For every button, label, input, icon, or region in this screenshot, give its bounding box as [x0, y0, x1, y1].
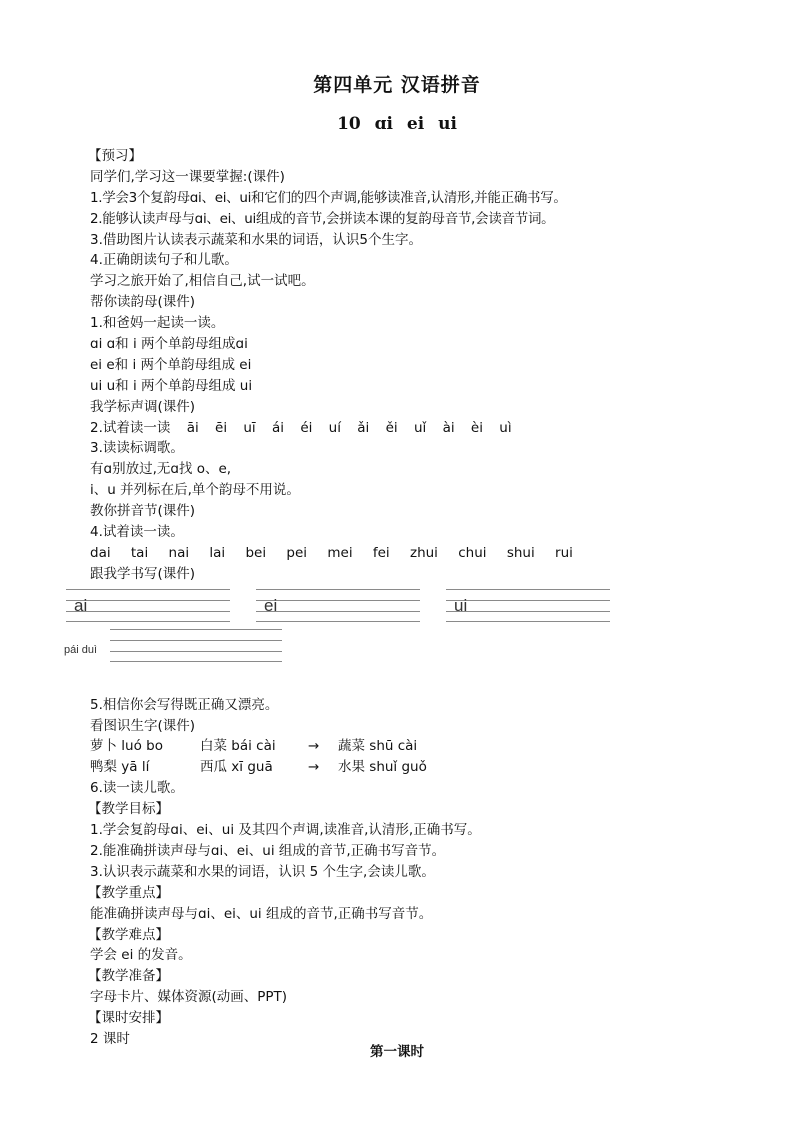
spelling-syllable-row [90, 543, 730, 564]
key-points-heading: 【教学重点】 [88, 884, 169, 901]
preparation-heading: 【教学准备】 [88, 968, 169, 985]
objective-item: 1.学会复韵母ɑi、ei、ui 及其四个声调,读准音,认清形,正确书写。 [90, 822, 481, 839]
tones-practice-row [90, 418, 730, 439]
arrow-icon: → [308, 759, 320, 776]
tone-syllable: uǐ [413, 419, 427, 436]
finals-line: ɑi ɑ和 i 两个单韵母组成ɑi [90, 336, 248, 353]
writing-practice-area [64, 585, 730, 695]
preview-goal: 2.能够认读声母与ɑi、ei、ui组成的音节,会拼读本课的复韵母音节,会读音节词。 [90, 210, 555, 227]
lesson-subtitle: 10 ɑi ei ui [337, 114, 457, 134]
spelling-syllable: shui [506, 544, 535, 561]
writing-letter: ui [454, 595, 468, 615]
vocab-word: 白菜 bái cài [200, 738, 276, 755]
finals-line: ui u和 i 两个单韵母组成 ui [90, 377, 253, 394]
vocab-word: 蔬菜 shū cài [338, 738, 418, 755]
vocab-step: 6.读一读儿歌。 [90, 780, 184, 797]
tone-syllable: uī [243, 419, 256, 436]
spelling-syllable: tai [130, 544, 149, 561]
writing-word-label: pái duì [64, 643, 98, 656]
objective-item: 3.认识表示蔬菜和水果的词语，认识 5 个生字,会读儿歌。 [90, 863, 435, 880]
finals-step: 1.和爸妈一起读一读。 [90, 315, 225, 332]
difficulty-text: 学会 ei 的发音。 [90, 947, 192, 964]
tone-syllable: èi [470, 419, 483, 436]
vocab-row-fruits [90, 757, 730, 778]
preview-goal: 4.正确朗读句子和儿歌。 [90, 252, 238, 269]
tone-syllable: uí [328, 419, 341, 436]
tone-syllable: uì [499, 419, 512, 436]
vocab-row-vegetables [90, 736, 730, 757]
spelling-syllable: zhui [409, 544, 438, 561]
lesson-body [64, 146, 730, 1050]
writing-block-ui [446, 589, 610, 625]
spelling-syllable: lai [209, 544, 226, 561]
spelling-syllable: mei [327, 544, 353, 561]
vocab-heading: 看图识生字(课件) [90, 717, 196, 734]
vocab-word: 萝卜 luó bo [90, 738, 163, 755]
vocab-word: 水果 shuǐ guǒ [338, 759, 427, 776]
schedule-heading: 【课时安排】 [88, 1010, 169, 1027]
tone-syllable: ěi [385, 419, 398, 436]
vocab-word: 鸭梨 yā lí [90, 759, 150, 776]
preparation-text: 字母卡片、媒体资源(动画、PPT) [90, 989, 288, 1006]
tone-song-label: 3.读读标调歌。 [90, 440, 184, 457]
writing-block-ei [256, 589, 420, 625]
preview-heading: 【预习】 [88, 148, 142, 164]
preview-goal: 3.借助图片认读表示蔬菜和水果的词语，认识5个生字。 [90, 231, 422, 248]
spelling-step: 4.试着读一读。 [90, 524, 184, 541]
tone-syllable: āi [186, 419, 199, 436]
tones-heading: 我学标声调(课件) [90, 398, 196, 415]
spelling-syllable: fei [372, 544, 390, 561]
spelling-syllable: pei [286, 544, 308, 561]
spelling-syllable: nai [168, 544, 190, 561]
finals-line: ei e和 i 两个单韵母组成 ei [90, 356, 252, 373]
arrow-icon: → [308, 738, 320, 755]
spelling-syllable: rui [555, 544, 573, 561]
spelling-syllable: dai [90, 544, 111, 561]
tone-song-line: 有ɑ别放过,无ɑ找 o、e, [90, 461, 232, 478]
tone-syllable: ài [442, 419, 455, 436]
writing-letter: ei [264, 595, 278, 615]
tones-step-label: 2.试着读一读 [90, 419, 171, 436]
preview-intro: 同学们,学习这一课要掌握:(课件) [90, 168, 285, 185]
tone-syllable: éi [300, 419, 313, 436]
preview-encourage: 学习之旅开始了,相信自己,试一试吧。 [90, 273, 315, 290]
writing-heading: 跟我学书写(课件) [90, 565, 196, 582]
tone-song-line: i、u 并列标在后,单个韵母不用说。 [90, 482, 300, 499]
tone-syllable: ái [271, 419, 285, 436]
writing-letter: ai [74, 595, 88, 615]
tone-syllable: ǎi [357, 419, 370, 436]
schedule-text: 2 课时 [90, 1030, 130, 1047]
objective-item: 2.能准确拼读声母与ɑi、ei、ui 组成的音节,正确书写音节。 [90, 842, 446, 859]
writing-closing: 5.相信你会写得既正确又漂亮。 [90, 696, 279, 713]
key-points-text: 能准确拼读声母与ɑi、ei、ui 组成的音节,正确书写音节。 [90, 905, 433, 922]
lesson-period-heading: 第一课时 [370, 1044, 424, 1060]
unit-title: 第四单元 汉语拼音 [313, 74, 481, 96]
finals-heading: 帮你读韵母(课件) [90, 294, 196, 311]
difficulty-heading: 【教学难点】 [88, 926, 169, 943]
preview-goal: 1.学会3个复韵母ɑi、ei、ui和它们的四个声调,能够读准音,认清形,并能正确书写。 [90, 189, 567, 206]
spelling-heading: 教你拼音节(课件) [90, 503, 196, 520]
writing-block-ai [66, 589, 230, 625]
vocab-word: 西瓜 xī guā [200, 759, 273, 776]
tone-syllable: ēi [215, 419, 228, 436]
writing-word-lines [110, 629, 282, 665]
spelling-syllable: chui [458, 544, 487, 561]
objectives-heading: 【教学目标】 [88, 801, 169, 818]
spelling-syllable: bei [245, 544, 267, 561]
